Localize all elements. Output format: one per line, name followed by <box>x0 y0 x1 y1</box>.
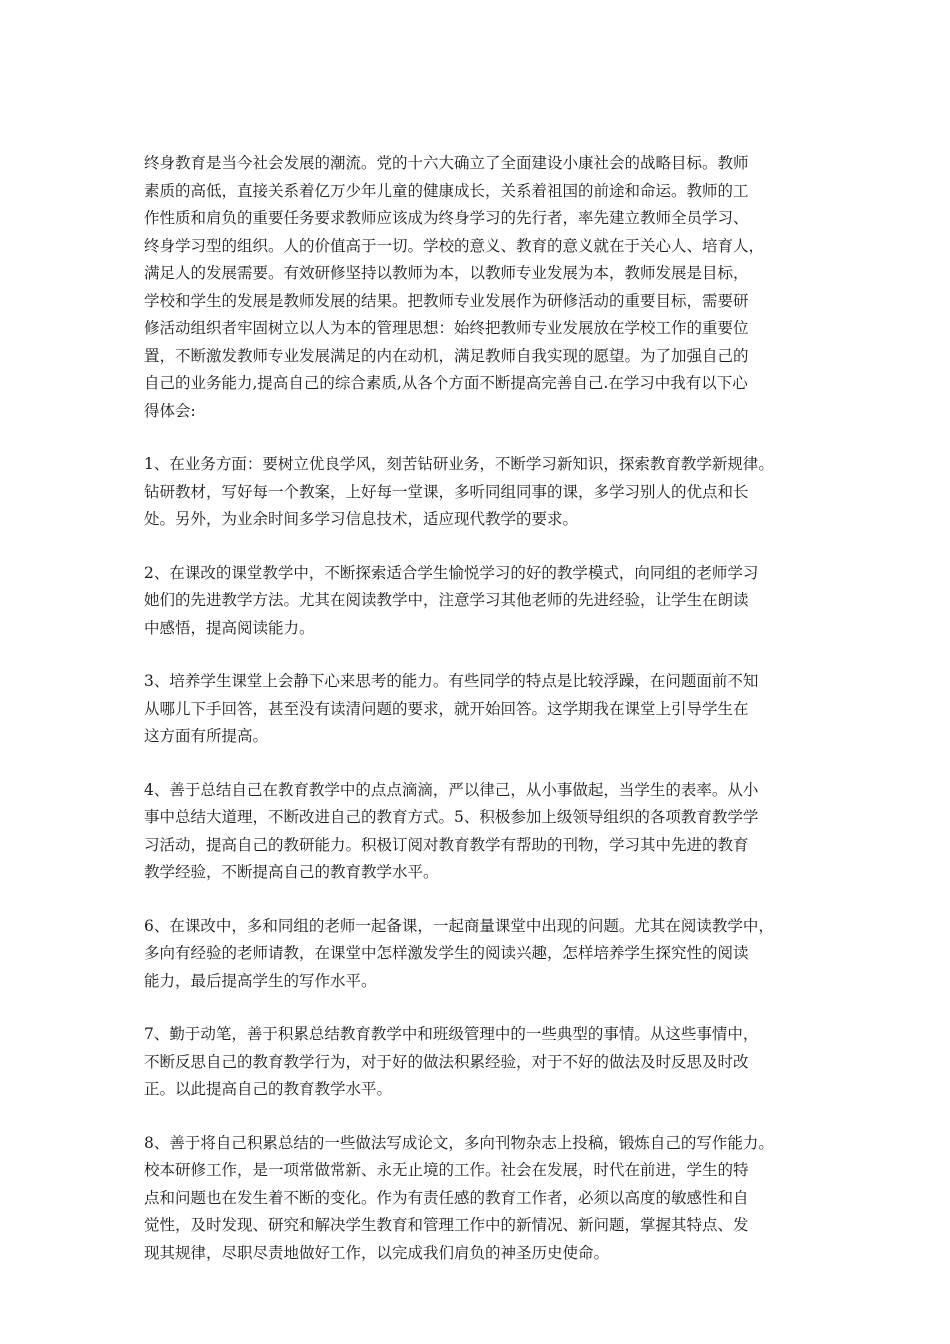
paragraph <box>144 777 824 887</box>
text-line: 6、在课改中，多和同组的老师一起备课，一起商量课堂中出现的问题。尤其在阅读教学中， <box>144 916 774 935</box>
text-line: 终身教育是当今社会发展的潮流。党的十六大确立了全面建设小康社会的战略目标。教师 <box>144 154 749 172</box>
text-line: 正。以此提高自己的教育教学水平。 <box>144 1080 393 1098</box>
text-line: 习活动，提高自己的教研能力。积极订阅对教育教学有帮助的刊物，学习其中先进的教育 <box>144 835 749 854</box>
paragraph <box>144 150 824 425</box>
text-line: 2、在课改的课堂教学中，不断探索适合学生愉悦学习的好的教学模式，向同组的老师学习 <box>144 563 759 582</box>
text-line: 现其规律，尽职尽责地做好工作，以完成我们肩负的神圣历史使命。 <box>144 1243 610 1262</box>
text-line: 校本研修工作，是一项常做常新、永无止境的工作。社会在发展，时代在前进，学生的特 <box>144 1161 749 1179</box>
text-line: 教学经验，不断提高自己的教育教学水平。 <box>144 863 439 881</box>
text-line: 能力，最后提高学生的写作水平。 <box>144 971 377 990</box>
text-line: 她们的先进教学方法。尤其在阅读教学中，注意学习其他老师的先进经验，让学生在朗读 <box>144 591 749 609</box>
text-line: 处。另外，为业余时间多学习信息技术，适应现代教学的要求。 <box>144 510 579 528</box>
text-line: 自己的业务能力,提高自己的综合素质,从各个方面不断提高完善自己.在学习中我有以下心 <box>144 374 748 392</box>
document-body <box>144 150 824 1293</box>
text-line: 觉性，及时发现、研究和解决学生教育和管理工作中的新情况、新问题，掌握其特点、发 <box>144 1216 749 1234</box>
text-line: 钻研教材，写好每一个教案，上好每一堂课，多听同组同事的课，多学习别人的优点和长 <box>144 482 749 501</box>
text-line: 满足人的发展需要。有效研修坚持以教师为本，以教师专业发展为本，教师发展是目标， <box>144 264 749 282</box>
text-line: 7、勤于动笔，善于积累总结教育教学中和班级管理中的一些典型的事情。从这些事情中， <box>144 1025 759 1043</box>
text-line: 4、善于总结自己在教育教学中的点点滴滴，严以律己，从小事做起，当学生的表率。从小 <box>144 780 759 799</box>
text-line: 得体会: <box>144 401 196 420</box>
paragraph <box>144 451 824 534</box>
text-line: 1、在业务方面：要树立优良学风，刻苦钻研业务，不断学习新知识，探索教育教学新规律。 <box>144 455 774 473</box>
text-line: 置，不断激发教师专业发展满足的内在动机，满足教师自我实现的愿望。为了加强自己的 <box>144 346 749 365</box>
text-line: 作性质和肩负的重要任务要求教师应该成为终身学习的先行者，率先建立教师全员学习、 <box>144 209 749 227</box>
text-line: 这方面有所提高。 <box>144 727 269 745</box>
text-line: 事中总结大道理，不断改进自己的教育方式。5、积极参加上级领导组织的各项教育教学学 <box>144 808 759 826</box>
paragraph <box>144 1021 824 1104</box>
text-line: 8、善于将自己积累总结的一些做法写成论文，多向刊物杂志上投稿，锻炼自己的写作能力。 <box>144 1133 774 1152</box>
text-line: 多向有经验的老师请教，在课堂中怎样激发学生的阅读兴趣，怎样培养学生探究性的阅读 <box>144 944 749 962</box>
text-line: 从哪儿下手回答，甚至没有读清问题的要求，就开始回答。这学期我在课堂上引导学生在 <box>144 699 749 718</box>
paragraph <box>144 560 824 643</box>
text-line: 不断反思自己的教育教学行为，对于好的做法积累经验，对于不好的做法及时反思及时改 <box>144 1052 749 1071</box>
text-line: 学校和学生的发展是教师发展的结果。把教师专业发展作为研修活动的重要目标，需要研 <box>144 291 749 310</box>
text-line: 中感悟，提高阅读能力。 <box>144 618 315 637</box>
text-line: 终身学习型的组织。人的价值高于一切。学校的意义、教育的意义就在于关心人、培育人， <box>144 236 765 255</box>
paragraph <box>144 668 824 751</box>
text-line: 点和问题也在发生着不断的变化。作为有责任感的教育工作者，必须以高度的敏感性和自 <box>144 1188 749 1207</box>
paragraph <box>144 1130 824 1268</box>
text-line: 3、培养学生课堂上会静下心来思考的能力。有些同学的特点是比较浮躁，在问题面前不知 <box>144 672 759 690</box>
paragraph <box>144 913 824 996</box>
text-line: 修活动组织者牢固树立以人为本的管理思想：始终把教师专业发展放在学校工作的重要位 <box>144 319 749 337</box>
text-line: 素质的高低，直接关系着亿万少年儿童的健康成长，关系着祖国的前途和命运。教师的工 <box>144 181 749 200</box>
